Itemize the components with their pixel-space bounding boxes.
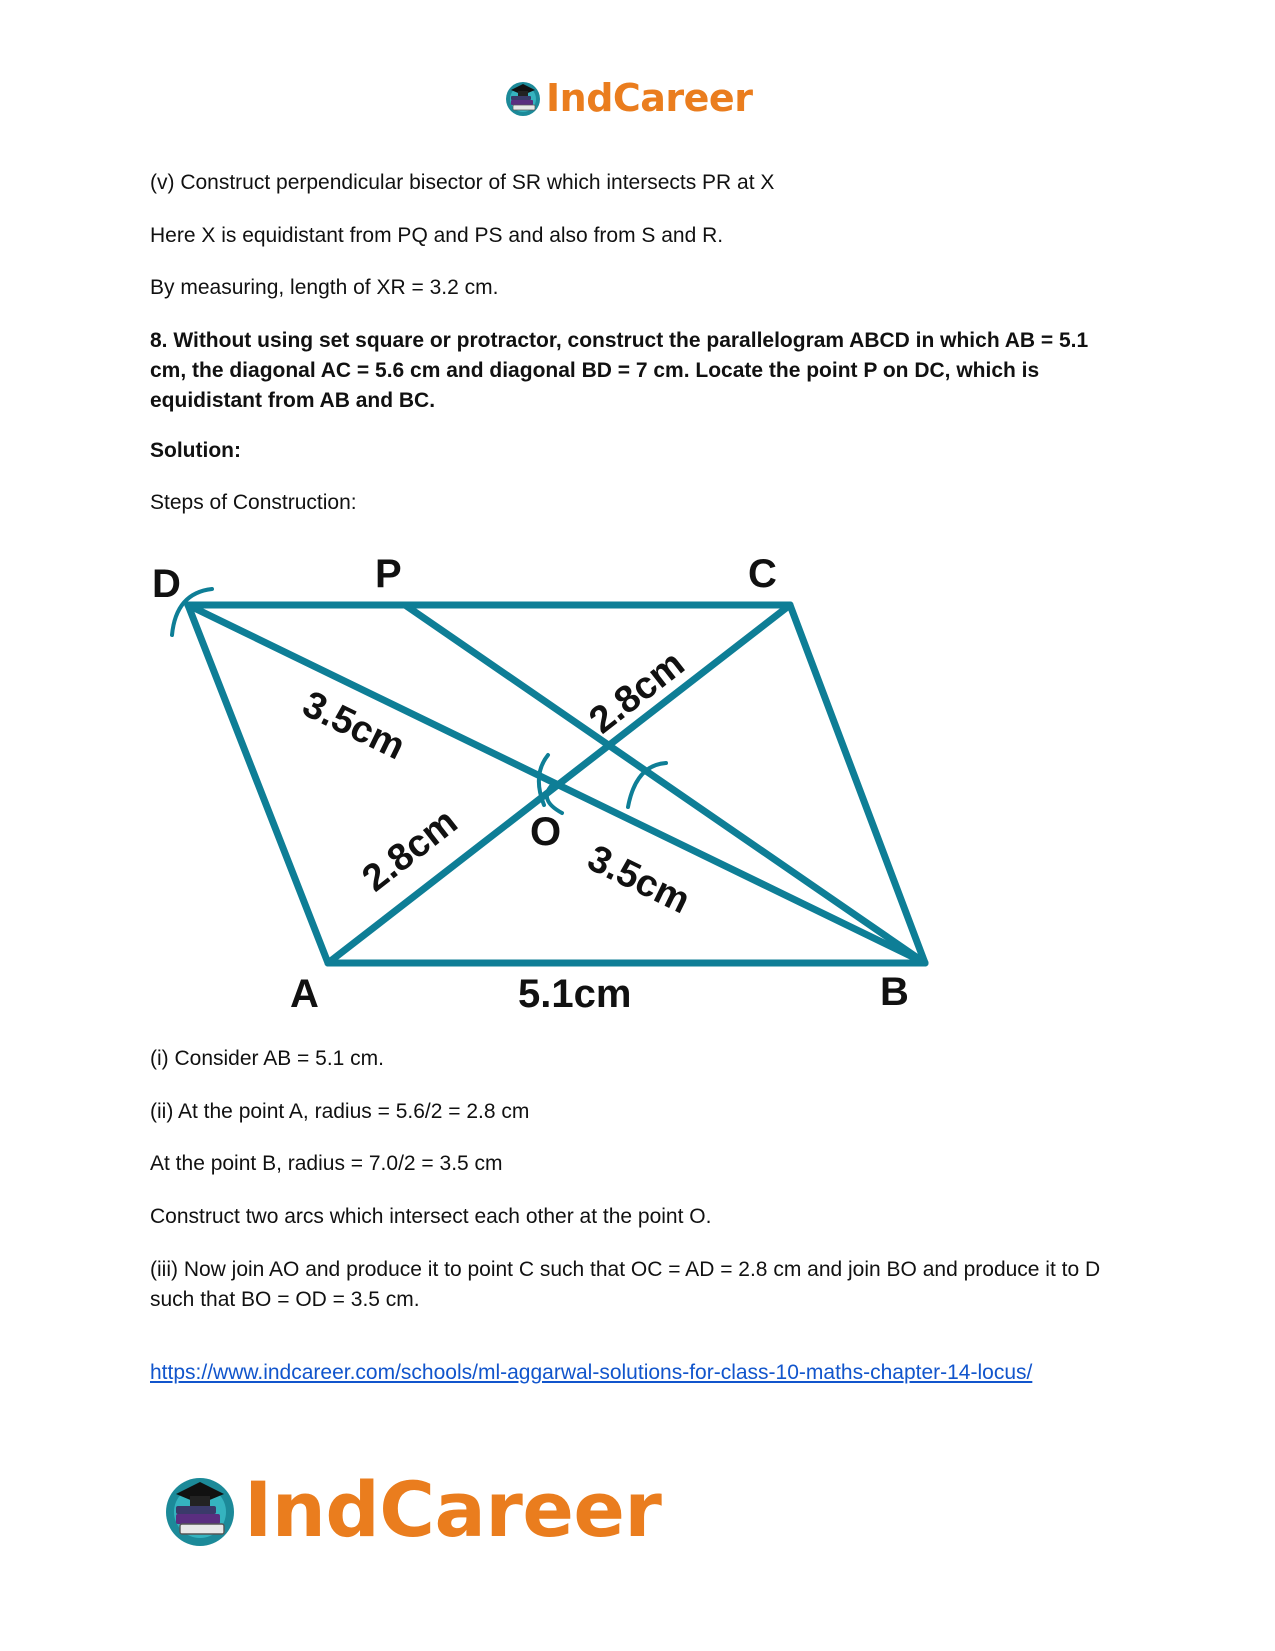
side-da [188,605,328,963]
brand-name: IndCareer [546,76,753,120]
footer-logo [160,1465,662,1554]
graduation-cap-books-globe-icon [503,78,543,118]
construct-arcs: Construct two arcs which intersect each other at the point O. [150,1205,712,1228]
at-point-b: At the point B, radius = 7.0/2 = 3.5 cm [150,1152,503,1175]
measure-do: 3.5cm [296,683,412,769]
step-i: (i) Consider AB = 5.1 cm. [150,1047,385,1070]
point-p-label: P [375,552,402,596]
diagonal-bd [188,605,925,963]
measure-oc: 2.8cm [581,642,693,743]
measure-ao: 2.8cm [354,800,466,901]
question-8: 8. Without using set square or protractor, construct the parallelogram ABCD in which AB = 5.1 cm, the diagonal AC = 5.6 cm and diagonal BD = 7 cm. Locate the point P on DC, which is equidistant from AB and BC. [150,329,1089,412]
header-logo [503,78,752,118]
equidistant-text: Here X is equidistant from PQ and PS and also from S and R. [150,224,724,247]
steps-heading: Steps of Construction: [150,491,357,514]
point-a-label: A [290,972,319,1016]
measuring-text: By measuring, length of XR = 3.2 cm. [150,276,499,299]
point-d-label: D [152,562,181,606]
brand-name: IndCareer [244,1465,662,1554]
measure-ob: 3.5cm [581,837,697,923]
footer-url-link[interactable]: https://www.indcareer.com/schools/ml-aggarwal-solutions-for-class-10-maths-chapter-14-locus/ [150,1361,1033,1384]
point-b-label: B [880,970,909,1014]
step-iii: (iii) Now join AO and produce it to point C such that OC = AD = 2.8 cm and join BO and produce it to D such that BO = OD = 3.5 cm. [150,1258,1101,1311]
parallelogram-construction-figure [150,552,980,1055]
graduation-cap-books-globe-icon [160,1470,240,1550]
point-o-label: O [530,810,562,854]
measure-ab: 5.1cm [518,972,632,1016]
solution-heading: Solution: [150,439,241,462]
step-v: (v) Construct perpendicular bisector of SR which intersects PR at X [150,171,775,194]
step-ii: (ii) At the point A, radius = 5.6/2 = 2.8 cm [150,1100,530,1123]
point-c-label: C [748,552,777,596]
